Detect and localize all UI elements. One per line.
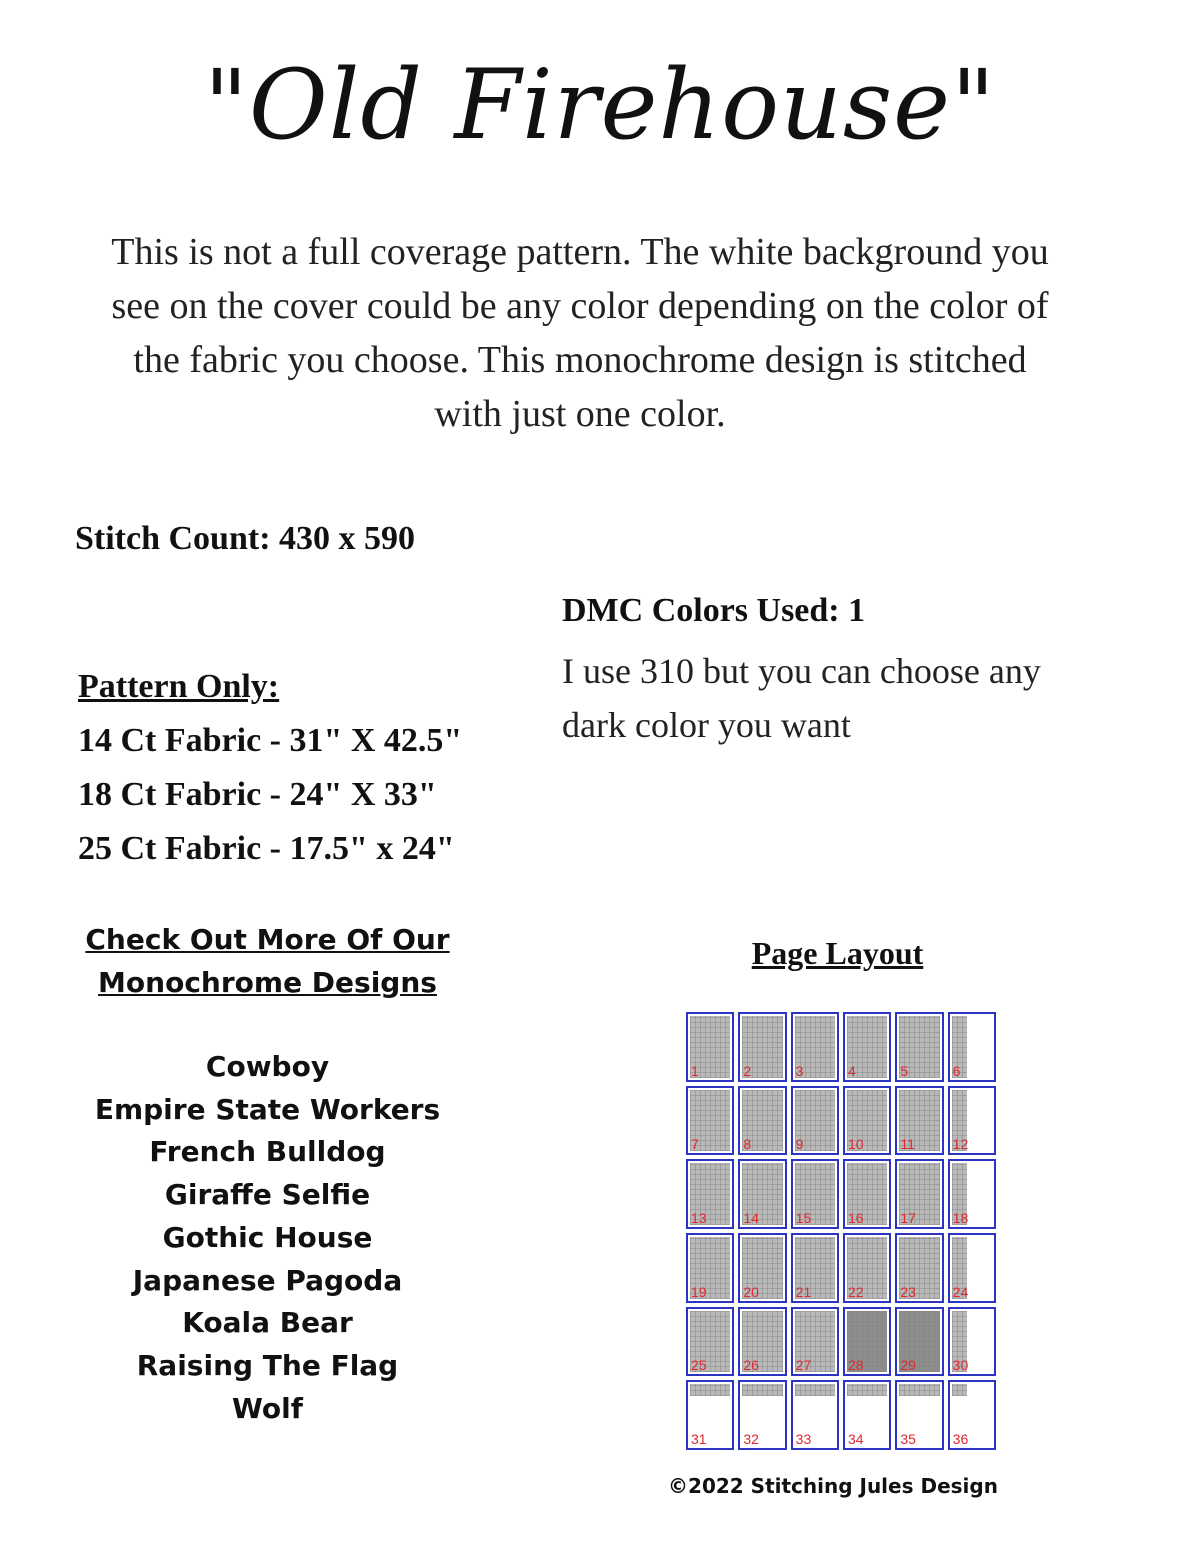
page-number: 34 — [847, 1430, 864, 1447]
page-number: 19 — [691, 1283, 707, 1300]
layout-page-thumbnail — [686, 1159, 734, 1229]
page-number: 17 — [900, 1209, 916, 1226]
page-number: 2 — [743, 1062, 752, 1079]
page-number: 35 — [900, 1430, 916, 1447]
thumbnail-chart — [742, 1384, 782, 1396]
page-number: 31 — [691, 1430, 707, 1447]
layout-page-thumbnail — [791, 1012, 839, 1082]
fabric-size-14ct: 14 Ct Fabric - 31" X 42.5" — [78, 722, 463, 759]
page-number: 8 — [743, 1136, 752, 1153]
layout-page-thumbnail — [738, 1012, 786, 1082]
page-number: 6 — [952, 1062, 961, 1079]
page-number: 4 — [847, 1062, 856, 1079]
page-number: 18 — [952, 1209, 969, 1226]
layout-page-thumbnail — [738, 1159, 786, 1229]
layout-page-thumbnail — [895, 1307, 943, 1377]
page-number: 9 — [795, 1136, 804, 1153]
fabric-size-18ct: 18 Ct Fabric - 24" X 33" — [78, 776, 437, 813]
pattern-title: "Old Firehouse" — [203, 49, 997, 161]
layout-page-thumbnail — [948, 1307, 996, 1377]
page-number: 16 — [847, 1209, 864, 1226]
layout-page-thumbnail — [738, 1086, 786, 1156]
more-designs-link[interactable]: Check Out More Of Our Monochrome Designs — [85, 923, 450, 999]
pattern-only-section — [78, 660, 462, 876]
thumbnail-chart — [952, 1384, 968, 1396]
fabric-size-25ct: 25 Ct Fabric - 17.5" x 24" — [78, 830, 455, 867]
page-number: 24 — [952, 1283, 969, 1300]
list-item: French Bulldog — [149, 1135, 386, 1169]
page-number: 14 — [743, 1209, 759, 1226]
page-number: 10 — [847, 1136, 864, 1153]
list-item: Koala Bear — [182, 1306, 353, 1340]
page-number: 3 — [795, 1062, 804, 1079]
thumbnail-chart — [899, 1384, 939, 1396]
copyright-footer: ©2022 Stitching Jules Design — [668, 1474, 998, 1498]
pattern-only-heading: Pattern Only: — [78, 668, 280, 705]
stitch-count: Stitch Count: 430 x 590 — [75, 520, 416, 557]
list-item: Japanese Pagoda — [132, 1263, 403, 1297]
page-number: 15 — [795, 1209, 812, 1226]
page-number: 26 — [743, 1357, 759, 1374]
page-number: 23 — [900, 1283, 916, 1300]
layout-page-thumbnail — [738, 1233, 786, 1303]
layout-page-thumbnail — [686, 1307, 734, 1377]
page-number: 29 — [900, 1357, 916, 1374]
layout-page-thumbnail — [948, 1233, 996, 1303]
layout-page-thumbnail — [895, 1233, 943, 1303]
page-number: 36 — [952, 1430, 969, 1447]
layout-page-thumbnail — [843, 1159, 891, 1229]
layout-page-thumbnail — [791, 1307, 839, 1377]
page-number: 30 — [952, 1357, 969, 1374]
layout-page-thumbnail — [791, 1159, 839, 1229]
dmc-colors-heading: DMC Colors Used: 1 — [562, 592, 866, 629]
layout-page-thumbnail — [895, 1086, 943, 1156]
intro-paragraph: This is not a full coverage pattern. The white background you see on the cover could be any color depending on the color of the fabric you choose. This monochrome design is stitched with just one color. — [111, 231, 1049, 435]
layout-page-thumbnail — [948, 1380, 996, 1450]
page-number: 5 — [900, 1062, 909, 1079]
list-item: Empire State Workers — [94, 1092, 441, 1126]
page-number: 20 — [743, 1283, 759, 1300]
layout-page-thumbnail — [686, 1380, 734, 1450]
design-list — [40, 1046, 495, 1430]
layout-page-thumbnail — [843, 1012, 891, 1082]
page-number: 32 — [743, 1430, 759, 1447]
page-layout-grid — [686, 1012, 996, 1450]
layout-page-thumbnail — [738, 1380, 786, 1450]
layout-page-thumbnail — [948, 1159, 996, 1229]
list-item: Raising The Flag — [136, 1348, 399, 1382]
thumbnail-chart — [795, 1384, 835, 1396]
page-number: 7 — [691, 1136, 699, 1153]
thumbnail-chart — [690, 1384, 730, 1396]
page-number: 1 — [691, 1062, 699, 1079]
layout-page-thumbnail — [738, 1307, 786, 1377]
page-number: 27 — [795, 1357, 812, 1374]
list-item: Gothic House — [162, 1220, 373, 1254]
page-number: 11 — [900, 1136, 915, 1153]
page-number: 13 — [691, 1209, 707, 1226]
list-item: Giraffe Selfie — [164, 1178, 371, 1212]
layout-page-thumbnail — [791, 1233, 839, 1303]
page-number: 28 — [847, 1357, 864, 1374]
layout-page-thumbnail — [895, 1159, 943, 1229]
page-number: 21 — [795, 1283, 812, 1300]
layout-page-thumbnail — [948, 1012, 996, 1082]
layout-page-thumbnail — [843, 1380, 891, 1450]
layout-page-thumbnail — [843, 1307, 891, 1377]
page-layout-heading: Page Layout — [751, 935, 924, 971]
page-number: 25 — [691, 1357, 707, 1374]
list-item: Wolf — [232, 1391, 303, 1425]
page-number: 12 — [952, 1136, 969, 1153]
layout-page-thumbnail — [791, 1086, 839, 1156]
layout-page-thumbnail — [686, 1233, 734, 1303]
layout-page-thumbnail — [895, 1012, 943, 1082]
layout-page-thumbnail — [686, 1086, 734, 1156]
page-number: 22 — [847, 1283, 864, 1300]
layout-page-thumbnail — [843, 1086, 891, 1156]
layout-page-thumbnail — [895, 1380, 943, 1450]
layout-page-thumbnail — [686, 1012, 734, 1082]
page-number: 33 — [795, 1430, 812, 1447]
layout-page-thumbnail — [948, 1086, 996, 1156]
dmc-colors-note: I use 310 but you can choose any dark color you want — [562, 651, 1041, 745]
layout-page-thumbnail — [843, 1233, 891, 1303]
list-item: Cowboy — [205, 1050, 330, 1083]
layout-page-thumbnail — [791, 1380, 839, 1450]
thumbnail-chart — [847, 1384, 887, 1396]
